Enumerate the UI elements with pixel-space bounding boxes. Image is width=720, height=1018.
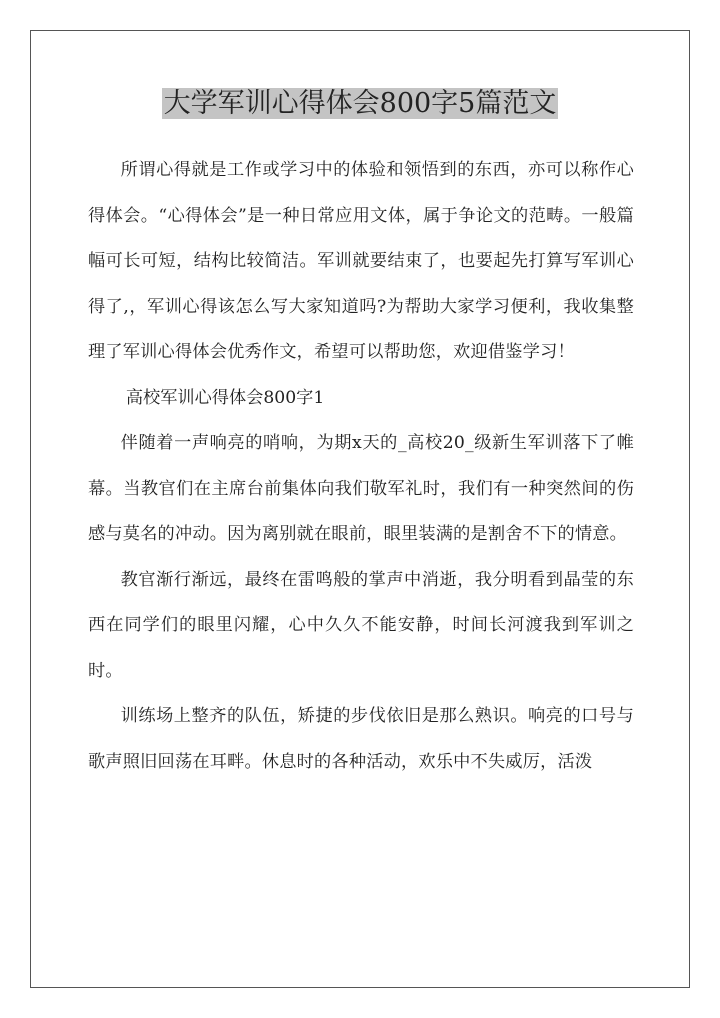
document-body bbox=[88, 148, 634, 785]
document-title bbox=[0, 84, 720, 124]
title-highlight: 大学军训心得体会800字5篇范文 bbox=[163, 88, 557, 119]
section-heading: 高校军训心得体会800字1 bbox=[125, 387, 325, 408]
intro-paragraph: 所谓心得就是工作或学习中的体验和领悟到的东西，亦可以称作心得体会。“心得体会”是一种日常应用文体，属于争论文的范畴。一般篇幅可长可短，结构比较简洁。军训就要结束了，也要起先打算写军训心得了,，军训心得该怎么写大家知道吗?为帮助大家学习便利，我收集整理了军训心得体会优秀作文，希望可以帮助您，欢迎借鉴学习！ bbox=[88, 160, 634, 362]
body-paragraph-3: 训练场上整齐的队伍，矫捷的步伐依旧是那么熟识。响亮的口号与歌声照旧回荡在耳畔。休息时的各种活动，欢乐中不失威厉，活泼 bbox=[88, 706, 634, 772]
body-paragraph-1: 伴随着一声响亮的哨响，为期x天的_高校20_级新生军训落下了帷幕。当教官们在主席台前集体向我们敬军礼时，我们有一种突然间的伤感与莫名的冲动。因为离别就在眼前，眼里装满的是割舍不下的情意。 bbox=[88, 433, 634, 544]
body-paragraph-2: 教官渐行渐远，最终在雷鸣般的掌声中消逝，我分明看到晶莹的东西在同学们的眼里闪耀，心中久久不能安静，时间长河渡我到军训之时。 bbox=[88, 569, 634, 681]
